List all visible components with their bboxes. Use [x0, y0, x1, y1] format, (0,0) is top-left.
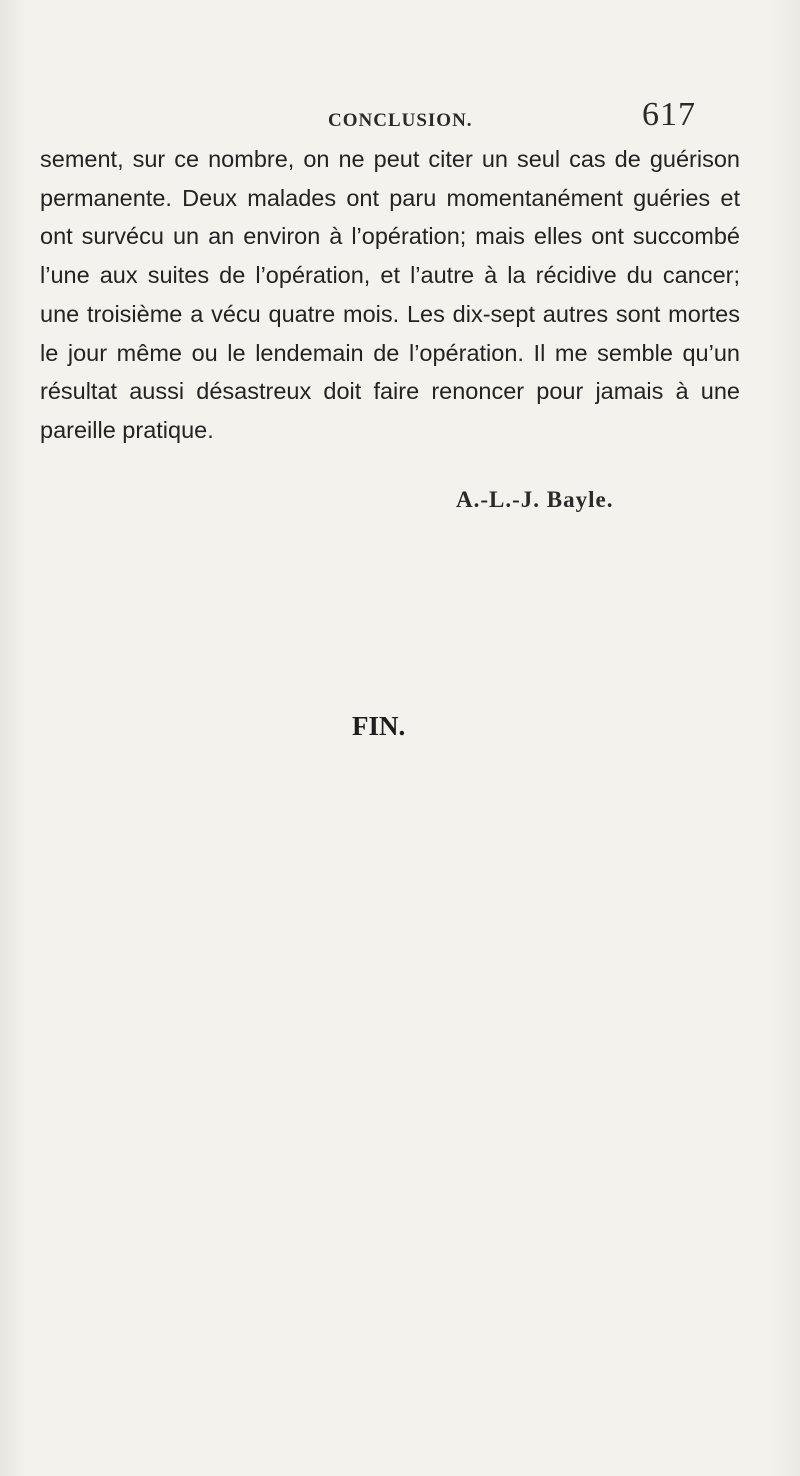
body-text — [40, 140, 740, 450]
running-head: CONCLUSION. — [328, 110, 473, 131]
author-signature: A.-L.-J. Bayle. — [456, 487, 614, 512]
paragraph: sement, sur ce nombre, on ne peut citer un seul cas de guérison permanente. Deux malades ont paru momentanément guéries et ont survécu un an environ à l’opération; mais elles ont succombé l’une aux suites de l’opération, et l’autre à la récidive du cancer; une troisième a vécu quatre mois. Les dix-sept autres sont mortes le jour même ou le lendemain de l’opération. Il me semble qu’un résultat aussi désastreux doit faire renoncer pour jamais à une pareille pratique. — [40, 146, 740, 443]
ending-mark: FIN. — [352, 711, 406, 741]
page-number: 617 — [642, 96, 696, 133]
page-header — [0, 96, 800, 146]
